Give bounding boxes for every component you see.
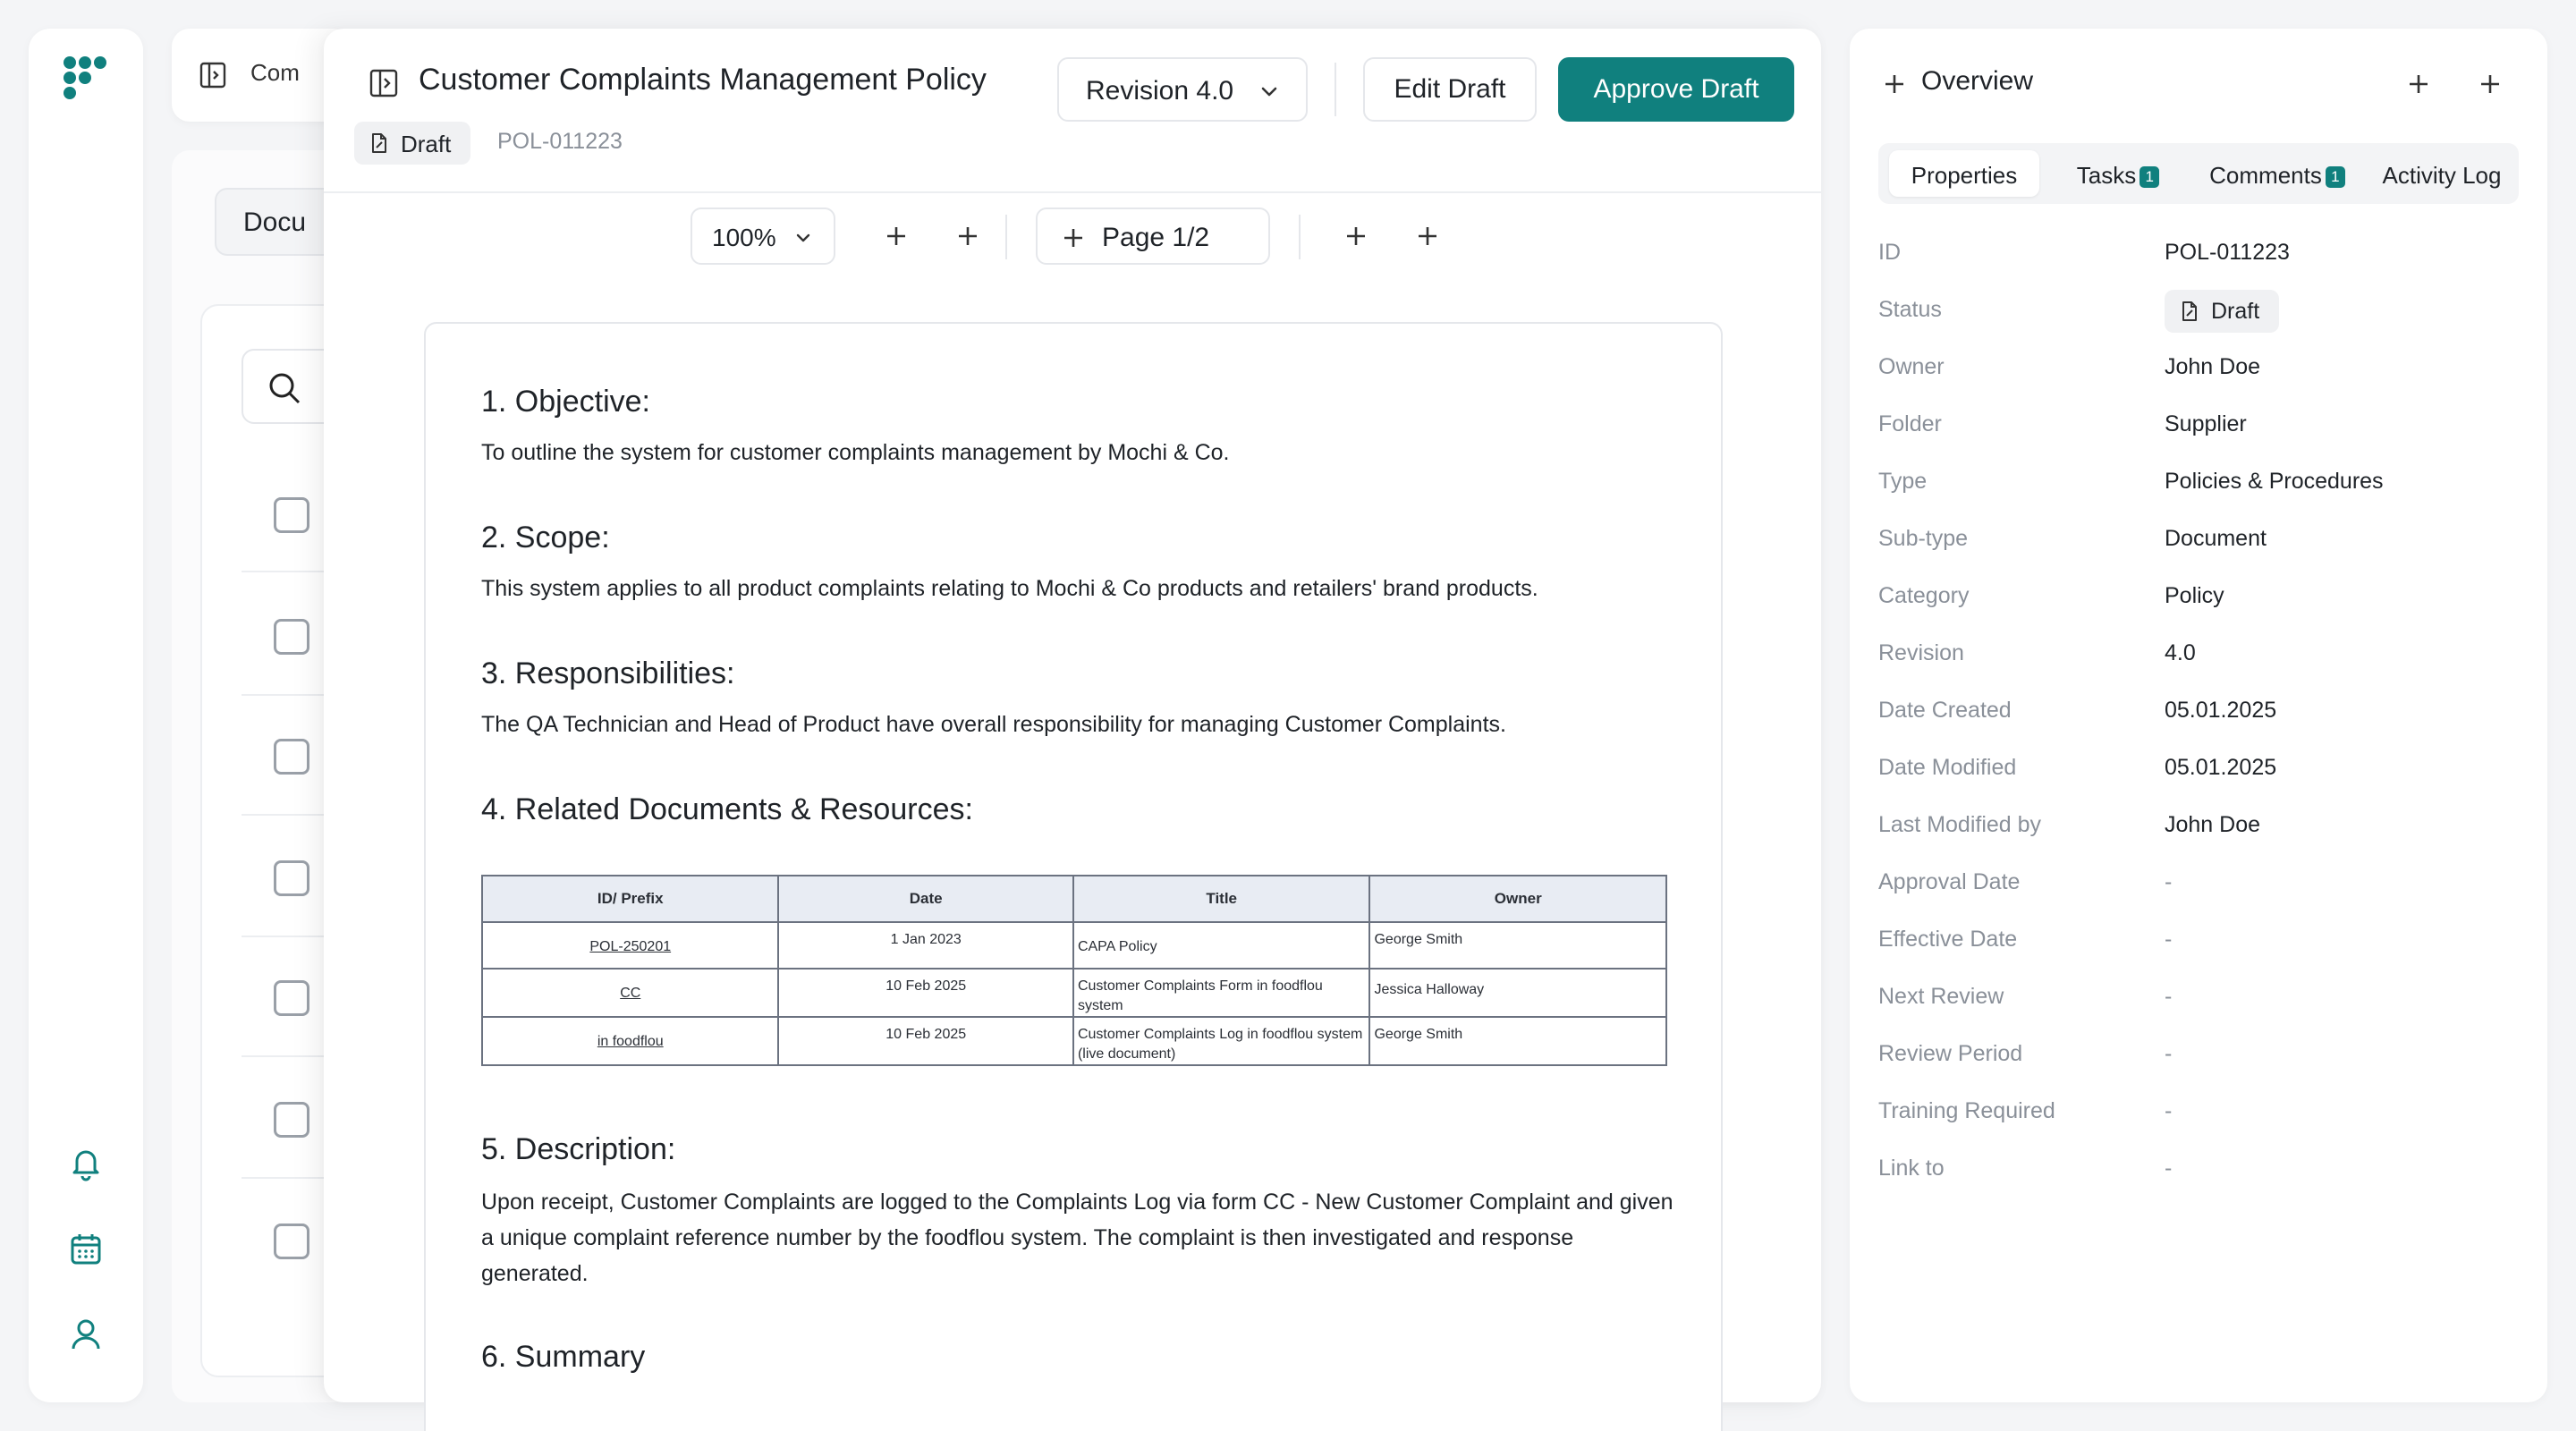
property-label: Status [1878, 297, 1942, 322]
property-label: Revision [1878, 640, 1964, 665]
property-label: Date Created [1878, 698, 2012, 723]
row-checkbox[interactable] [274, 619, 309, 655]
table-header: ID/ Prefix [482, 876, 778, 922]
property-value: - [2165, 869, 2173, 894]
toolbar-divider [1005, 215, 1007, 259]
property-label: Review Period [1878, 1041, 2023, 1066]
document-id: POL-011223 [497, 129, 623, 154]
related-documents-table [481, 875, 1667, 1066]
revision-select-value: Revision 4.0 [1086, 76, 1234, 106]
section-heading: 5. Description: [481, 1132, 676, 1166]
overview-action-plus-icon[interactable] [2404, 70, 2433, 98]
status-badge-label: Draft [401, 131, 452, 157]
overview-plus-icon[interactable] [1880, 70, 1909, 98]
property-label: Owner [1878, 354, 1945, 379]
overview-title: Overview [1921, 66, 2034, 96]
property-label: ID [1878, 240, 1901, 265]
sidebar-toggle-icon[interactable] [199, 61, 227, 89]
tab-comments[interactable] [2191, 150, 2363, 197]
bell-icon[interactable] [64, 1141, 107, 1184]
tab-label: Comments [2209, 162, 2322, 189]
zoom-select[interactable] [691, 207, 835, 265]
property-label: Category [1878, 583, 1970, 608]
document-link[interactable]: POL-250201 [482, 922, 778, 969]
toolbar-plus-icon[interactable] [952, 220, 984, 252]
logo-icon[interactable] [61, 54, 113, 106]
section-heading: 6. Summary [481, 1340, 646, 1374]
toolbar-plus-icon[interactable] [1340, 220, 1372, 252]
section-body: Upon receipt, Customer Complaints are logged to the Complaints Log via form CC - New Customer Complaint and given a unique complaint reference number by the foodflou system. The complaint is then investigated and response generated. [481, 1190, 1674, 1286]
document-link[interactable]: in foodflou [482, 1017, 778, 1065]
tab-properties[interactable] [1889, 150, 2039, 197]
status-badge [2165, 290, 2279, 333]
section-heading: 1. Objective: [481, 385, 650, 419]
property-value: Policies & Procedures [2165, 469, 2384, 494]
property-value: Document [2165, 526, 2267, 551]
property-label: Training Required [1878, 1098, 2055, 1123]
property-value: POL-011223 [2165, 240, 2290, 265]
tab-activity-log[interactable] [2368, 150, 2515, 197]
header-divider [1335, 63, 1336, 116]
overview-action-plus-icon[interactable] [2476, 70, 2504, 98]
row-checkbox[interactable] [274, 980, 309, 1016]
toolbar-plus-icon[interactable] [1411, 220, 1444, 252]
property-value: 05.01.2025 [2165, 755, 2277, 780]
section-heading: 2. Scope: [481, 521, 610, 555]
section-body: This system applies to all product complaints relating to Mochi & Co products and retailers' brand products. [481, 576, 1538, 601]
draft-document-icon [2179, 301, 2200, 322]
table-cell: 10 Feb 2025 [778, 969, 1072, 1017]
tab-label: Tasks [2076, 162, 2137, 189]
section-heading: 4. Related Documents & Resources: [481, 792, 973, 826]
tab-label: Activity Log [2382, 162, 2502, 189]
search-icon [267, 370, 302, 406]
overview-tabs [1878, 143, 2519, 204]
revision-select[interactable] [1057, 57, 1308, 122]
toolbar-divider [1299, 215, 1301, 259]
document-link[interactable]: CC [482, 969, 778, 1017]
table-cell: Customer Complaints Log in foodflou system (live document) [1073, 1017, 1370, 1065]
document-page [424, 322, 1723, 1431]
property-label: Folder [1878, 411, 1942, 436]
property-value: 4.0 [2165, 640, 2196, 665]
chevron-down-icon [794, 229, 812, 247]
tab-count-badge: 1 [2326, 166, 2345, 188]
property-value: - [2165, 1098, 2173, 1123]
property-label: Next Review [1878, 984, 2004, 1009]
table-row [482, 1017, 1666, 1065]
draft-document-icon [369, 132, 390, 154]
table-row [482, 969, 1666, 1017]
page-indicator-label: Page 1/2 [1102, 223, 1210, 252]
tab-label: Properties [1911, 162, 2018, 189]
property-value: - [2165, 1156, 2173, 1181]
chevron-down-icon [1259, 82, 1279, 102]
header-separator [324, 191, 1821, 193]
row-checkbox[interactable] [274, 497, 309, 533]
property-value: - [2165, 1041, 2173, 1066]
table-header: Title [1073, 876, 1370, 922]
property-value: John Doe [2165, 354, 2261, 379]
user-icon[interactable] [64, 1313, 107, 1356]
table-cell: CAPA Policy [1073, 922, 1370, 969]
property-value: - [2165, 927, 2173, 952]
property-label: Type [1878, 469, 1928, 494]
property-value: Draft [2211, 299, 2260, 324]
property-label: Approval Date [1878, 869, 2021, 894]
zoom-in-plus-icon[interactable] [880, 220, 912, 252]
status-badge [354, 122, 470, 165]
table-cell: 1 Jan 2023 [778, 922, 1072, 969]
document-panel [324, 29, 1821, 1402]
property-value: Policy [2165, 583, 2224, 608]
background-tab-label: Docu [243, 207, 307, 237]
row-checkbox[interactable] [274, 860, 309, 896]
table-cell: George Smith [1369, 1017, 1666, 1065]
table-header: Date [778, 876, 1072, 922]
property-value: - [2165, 984, 2173, 1009]
edit-draft-button[interactable]: Edit Draft [1363, 57, 1537, 122]
property-label: Effective Date [1878, 927, 2018, 952]
table-header: Owner [1369, 876, 1666, 922]
section-body: The QA Technician and Head of Product have overall responsibility for managing Customer Complaints. [481, 712, 1506, 737]
property-value: Supplier [2165, 411, 2247, 436]
document-title: Customer Complaints Management Policy [419, 63, 987, 97]
panel-collapse-icon[interactable] [369, 68, 399, 98]
overview-panel [1850, 29, 2547, 1402]
calendar-icon[interactable] [64, 1227, 107, 1270]
table-cell: 10 Feb 2025 [778, 1017, 1072, 1065]
page-indicator[interactable] [1036, 207, 1270, 265]
approve-draft-button[interactable]: Approve Draft [1558, 57, 1794, 122]
property-value: 05.01.2025 [2165, 698, 2277, 723]
row-checkbox[interactable] [274, 1224, 309, 1259]
property-label: Date Modified [1878, 755, 2017, 780]
zoom-value: 100% [712, 224, 776, 251]
property-label: Last Modified by [1878, 812, 2042, 837]
table-cell: Jessica Halloway [1369, 969, 1666, 1017]
table-cell: Customer Complaints Form in foodflou system [1073, 969, 1370, 1017]
left-rail [29, 29, 143, 1402]
row-checkbox[interactable] [274, 1102, 309, 1138]
property-label: Link to [1878, 1156, 1945, 1181]
section-body: To outline the system for customer complaints management by Mochi & Co. [481, 440, 1230, 465]
table-cell: George Smith [1369, 922, 1666, 969]
row-checkbox[interactable] [274, 739, 309, 775]
background-topbar-text: Com [250, 59, 300, 86]
table-row [482, 922, 1666, 969]
tab-tasks[interactable] [2052, 150, 2184, 197]
property-label: Sub-type [1878, 526, 1969, 551]
plus-icon [1059, 224, 1088, 252]
tab-count-badge: 1 [2140, 166, 2159, 188]
property-value: John Doe [2165, 812, 2261, 837]
section-heading: 3. Responsibilities: [481, 656, 735, 690]
